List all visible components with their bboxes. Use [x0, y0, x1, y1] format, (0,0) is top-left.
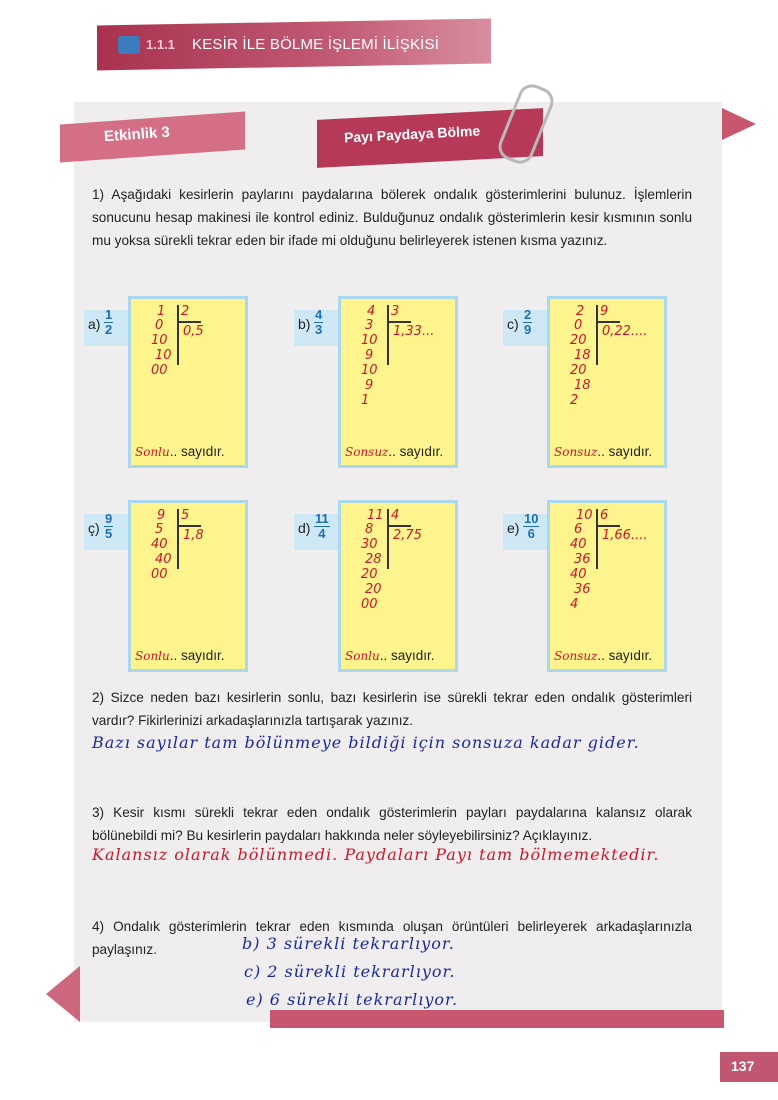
division-step: 28 — [365, 552, 382, 567]
division-step: 20 — [570, 363, 587, 378]
card-fraction — [104, 308, 113, 337]
answer-4-e: e) 6 sürekli tekrarlıyor. — [246, 990, 459, 1009]
fraction-denominator: 4 — [318, 526, 326, 541]
division-bar-vertical — [177, 509, 179, 569]
division-step: 40 — [570, 567, 587, 582]
division-step: 20 — [365, 582, 382, 597]
division-step: 2 — [570, 393, 579, 408]
handwritten-answer: Sonsuz — [554, 649, 598, 663]
dividend: 2 — [576, 304, 585, 319]
answer-suffix: sayıdır. — [399, 444, 444, 459]
section-title: KESİR İLE BÖLME İŞLEMİ İLİŞKİSİ — [192, 36, 440, 53]
fraction-numerator: 2 — [524, 307, 532, 322]
card-answer: Sonsuz.. sayıdır. — [554, 444, 653, 459]
division-bar-vertical — [177, 305, 179, 365]
question-1: 1) Aşağıdaki kesirlerin paylarını paydalarına bölerek ondalık gösterimlerini bulunuz. İşlemlerin sonucunu hesap makinesi ile kontrol ediniz. Bulduğunuz ondalık gösterimlerin kesir kısmının sonlu mu yoksa sürekli tekrar eden bir ifade mi olduğunu belirleyerek istenen kısma yazınız. — [92, 187, 692, 248]
quotient: 0,22.... — [602, 324, 648, 339]
division-step: 10 — [361, 363, 378, 378]
division-bar-vertical — [387, 509, 389, 569]
fraction-denominator: 3 — [315, 322, 323, 337]
unit-badge — [118, 36, 140, 54]
quotient: 2,75 — [393, 528, 422, 543]
fraction-numerator: 1 — [105, 307, 113, 322]
handwritten-answer: Sonlu — [135, 649, 170, 663]
division-step: 40 — [155, 552, 172, 567]
division-step: 9 — [365, 348, 374, 363]
card-letter: b) — [298, 316, 311, 332]
division-step: 00 — [151, 363, 168, 378]
fraction-denominator: 5 — [105, 526, 113, 541]
division-step: 4 — [570, 597, 579, 612]
division-step: 10 — [361, 333, 378, 348]
dividend: 10 — [576, 508, 593, 523]
answer-suffix: sayıdır. — [181, 648, 225, 663]
card-answer: Sonlu.. sayıdır. — [135, 648, 225, 663]
division-bar-horizontal — [596, 525, 620, 527]
corner-decoration-left — [46, 966, 80, 1022]
division-bar-horizontal — [177, 321, 201, 323]
division-step: 10 — [151, 333, 168, 348]
answer-suffix: sayıdır. — [181, 444, 225, 459]
card-answer: Sonsuz.. sayıdır. — [345, 444, 444, 459]
answer-suffix: sayıdır. — [391, 648, 435, 663]
question-4: 4) Ondalık gösterimlerin tekrar eden kısmında oluşan örüntüleri belirleyerek arkadaşlarınızla paylaşınız. — [92, 919, 692, 957]
division-bar-horizontal — [177, 525, 201, 527]
fraction-numerator: 4 — [315, 307, 323, 322]
card-fraction — [314, 308, 323, 337]
long-division — [550, 503, 664, 669]
division-step: 8 — [365, 522, 374, 537]
division-step: 36 — [574, 552, 591, 567]
division-step: 1 — [361, 393, 370, 408]
card-answer: Sonlu.. sayıdır. — [345, 648, 435, 663]
answer-4-b: b) 3 sürekli tekrarlıyor. — [242, 934, 455, 953]
long-division — [550, 299, 664, 465]
handwritten-answer: Sonsuz — [554, 445, 598, 459]
card-letter: e) — [507, 520, 520, 536]
dividend: 9 — [157, 508, 166, 523]
division-card — [338, 296, 458, 468]
card-fraction — [523, 512, 539, 541]
long-division — [341, 299, 455, 465]
divisor: 9 — [600, 304, 609, 319]
division-step: 10 — [155, 348, 172, 363]
division-step: 20 — [570, 333, 587, 348]
dividend: 1 — [157, 304, 166, 319]
division-step: 40 — [570, 537, 587, 552]
divisor: 5 — [181, 508, 190, 523]
fraction-numerator: 10 — [524, 511, 539, 526]
page-number: 137 — [731, 1058, 755, 1074]
card-answer: Sonlu.. sayıdır. — [135, 444, 225, 459]
fraction-numerator: 9 — [105, 511, 113, 526]
card-answer: Sonsuz.. sayıdır. — [554, 648, 653, 663]
answer-suffix: sayıdır. — [608, 648, 653, 663]
question-3: 3) Kesir kısmı sürekli tekrar eden ondalık gösterimlerin payları paydalarına kalansız olarak bölünebildi mi? Bu kesirlerin paydaları hakkında neler söyleyebilirsiniz? Açıklayınız. — [92, 805, 692, 843]
fraction-numerator: 11 — [315, 511, 329, 526]
card-letter: c) — [507, 316, 519, 332]
fraction-denominator: 9 — [524, 322, 532, 337]
division-card — [128, 500, 248, 672]
long-division — [131, 299, 245, 465]
division-step: 5 — [155, 522, 164, 537]
division-bar-vertical — [596, 305, 598, 365]
dividend: 11 — [367, 508, 384, 523]
long-division — [131, 503, 245, 669]
quotient: 1,66.... — [602, 528, 648, 543]
division-step: 00 — [151, 567, 168, 582]
division-card — [547, 500, 667, 672]
quotient: 1,33... — [393, 324, 435, 339]
division-bar-vertical — [387, 305, 389, 365]
division-bar-horizontal — [387, 321, 411, 323]
card-fraction — [314, 512, 330, 541]
division-bar-horizontal — [387, 525, 411, 527]
division-card — [547, 296, 667, 468]
division-bar-horizontal — [596, 321, 620, 323]
fraction-denominator: 6 — [527, 526, 535, 541]
answer-3: Kalansız olarak bölünmedi. Paydaları Payı tam bölmemektedir. — [92, 845, 660, 864]
division-step: 3 — [365, 318, 374, 333]
card-fraction — [104, 512, 113, 541]
long-division — [341, 503, 455, 669]
dividend: 4 — [367, 304, 376, 319]
division-step: 40 — [151, 537, 168, 552]
division-step: 00 — [361, 597, 378, 612]
card-fraction — [523, 308, 532, 337]
corner-decoration-right — [722, 108, 756, 140]
answer-2: Bazı sayılar tam bölünmeye bildiği için sonsuza kadar gider. — [92, 733, 640, 752]
section-number: 1.1.1 — [146, 37, 175, 52]
quotient: 1,8 — [183, 528, 204, 543]
card-letter: a) — [88, 316, 101, 332]
division-step: 9 — [365, 378, 374, 393]
divisor: 2 — [181, 304, 190, 319]
bottom-decoration-bar — [270, 1010, 724, 1028]
division-step: 36 — [574, 582, 591, 597]
division-step: 0 — [155, 318, 164, 333]
division-bar-vertical — [596, 509, 598, 569]
handwritten-answer: Sonlu — [345, 649, 380, 663]
division-step: 18 — [574, 348, 591, 363]
answer-4-c: c) 2 sürekli tekrarlıyor. — [244, 962, 456, 981]
card-letter: d) — [298, 520, 311, 536]
division-card — [338, 500, 458, 672]
divisor: 3 — [391, 304, 400, 319]
handwritten-answer: Sonlu — [135, 445, 170, 459]
activity-title: Payı Paydaya Bölme — [343, 122, 481, 146]
divisor: 6 — [600, 508, 609, 523]
card-letter: ç) — [88, 520, 100, 536]
answer-suffix: sayıdır. — [608, 444, 653, 459]
question-2: 2) Sizce neden bazı kesirlerin sonlu, bazı kesirlerin ise sürekli tekrar eden ondalık gösterimleri vardır? Fikirlerinizi arkadaşlarınızla tartışarak yazınız. — [92, 690, 692, 728]
quotient: 0,5 — [183, 324, 204, 339]
activity-label: Etkinlik 3 — [103, 123, 171, 146]
fraction-denominator: 2 — [105, 322, 113, 337]
division-step: 18 — [574, 378, 591, 393]
division-step: 0 — [574, 318, 583, 333]
division-card — [128, 296, 248, 468]
handwritten-answer: Sonsuz — [345, 445, 389, 459]
division-step: 30 — [361, 537, 378, 552]
division-step: 20 — [361, 567, 378, 582]
divisor: 4 — [391, 508, 400, 523]
division-step: 6 — [574, 522, 583, 537]
